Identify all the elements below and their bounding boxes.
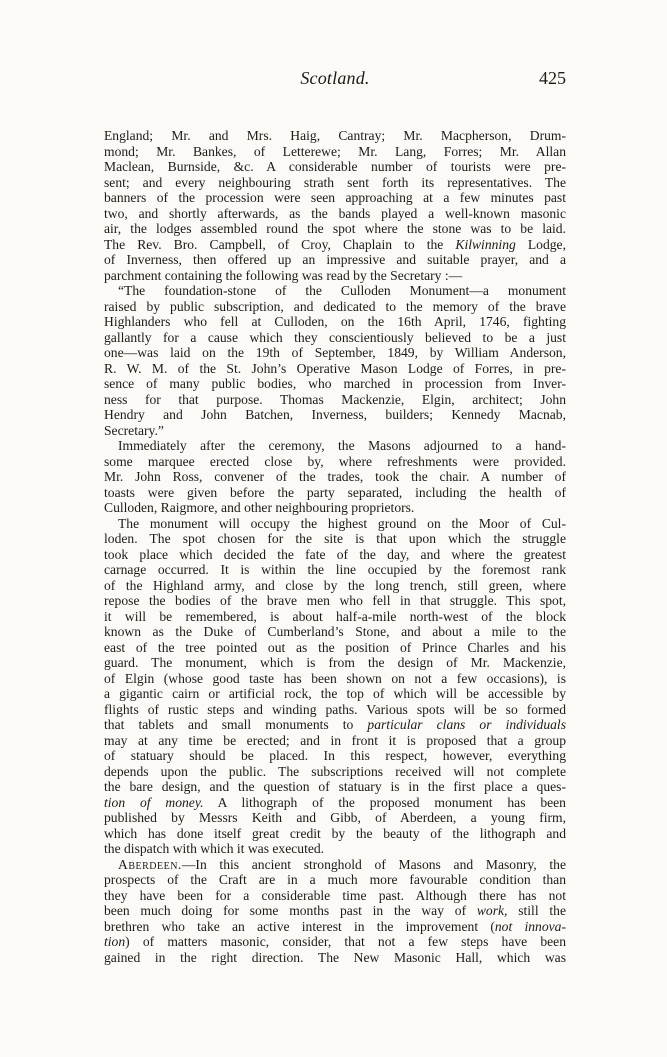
text-line — [104, 779, 566, 795]
italic-text: tion — [104, 934, 126, 949]
text-segment: the dispatch with which it was executed. — [104, 841, 325, 856]
page-number: 425 — [539, 68, 566, 88]
text-segment: took place which decided the fate of the day, and where the greatest — [104, 546, 566, 562]
text-segment: gallantly for a cause which they conscientiously believed to be a just — [104, 329, 566, 345]
text-line — [104, 516, 566, 532]
text-line — [104, 314, 566, 330]
text-line — [104, 810, 566, 826]
text-segment: ness for that purpose. Thomas Mackenzie, Elgin, architect; John — [104, 391, 566, 407]
text-segment: mond; Mr. Bankes, of Letterewe; Mr. Lang, Forres; Mr. Allan — [104, 143, 566, 159]
text-line — [104, 686, 566, 702]
text-line — [104, 175, 566, 191]
text-line — [104, 407, 566, 423]
text-segment: one—was laid on the 19th of September, 1849, by William Anderson, — [104, 345, 566, 360]
text-line — [104, 500, 566, 516]
text-line — [104, 655, 566, 671]
text-segment: of statuary should be placed. In this respect, however, everything — [104, 748, 566, 763]
text-segment: The Rev. Bro. Campbell, of Croy, Chaplain to the — [104, 236, 456, 252]
text-line — [104, 950, 566, 966]
text-line — [104, 795, 566, 811]
text-line — [104, 128, 566, 144]
text-line — [104, 903, 566, 919]
text-line — [104, 454, 566, 470]
text-line — [104, 531, 566, 547]
text-segment: Immediately after the ceremony, the Masons adjourned to a hand- — [118, 438, 566, 453]
text-line — [104, 624, 566, 640]
text-segment: the bare design, and the question of statuary is in the first place a ques- — [104, 779, 566, 794]
text-segment: loden. The spot chosen for the site is that upon which the struggle — [104, 531, 566, 546]
text-segment: east of the tree pointed out as the position of Prince Charles and his — [104, 639, 566, 655]
text-segment: published by Messrs Keith and Gibb, of Aberdeen, a young firm, — [104, 810, 566, 825]
text-line — [104, 888, 566, 904]
text-segment: repose the bodies of the brave men who fell in that struggle. This spot, — [104, 593, 566, 608]
text-line — [104, 423, 566, 439]
text-segment: ) of matters masonic, consider, that not a few steps have been — [125, 934, 566, 949]
text-line — [104, 299, 566, 315]
text-segment: a gigantic cairn or artificial rock, the top of which will be accessible by — [104, 686, 566, 701]
text-segment: they have been for a considerable time past. Although there has not — [104, 887, 566, 903]
text-segment: Culloden, Raigmore, and other neighbouring proprietors. — [104, 500, 415, 515]
text-segment: sence of many public bodies, who marched in procession from Inver- — [104, 376, 566, 391]
text-line — [104, 392, 566, 408]
text-segment: The monument will occupy the highest ground on the Moor of Cul- — [118, 515, 566, 531]
text-line — [104, 593, 566, 609]
text-segment: prospects of the Craft are in a much more favourable condition than — [104, 872, 566, 887]
text-line — [104, 547, 566, 563]
text-line — [104, 485, 566, 501]
italic-text: particular clans or individuals — [367, 717, 566, 732]
text-segment: raised by public subscription, and dedicated to the memory of the brave — [104, 298, 566, 314]
text-line — [104, 748, 566, 764]
text-segment: “The foundation-stone of the Culloden Monument—a monument — [118, 283, 566, 298]
text-line — [104, 190, 566, 206]
text-line — [104, 144, 566, 160]
text-line — [104, 733, 566, 749]
text-line — [104, 206, 566, 222]
body-text — [104, 128, 566, 965]
text-segment: Maclean, Burnside, &c. A considerable number of tourists were pre- — [104, 159, 566, 174]
text-segment: been much doing for some months past in the way of — [104, 903, 477, 918]
text-line — [104, 469, 566, 485]
text-line — [104, 826, 566, 842]
italic-text: Kilwinning — [455, 236, 516, 252]
text-line — [104, 376, 566, 392]
italic-text: not innova- — [494, 918, 566, 934]
text-line — [104, 717, 566, 733]
text-segment: air, the lodges assembled round the spot where the stone was to be laid. — [104, 221, 566, 236]
text-segment: England; Mr. and Mrs. Haig, Cantray; Mr. Macpherson, Drum- — [104, 128, 566, 143]
text-segment: still the — [507, 903, 566, 918]
text-segment: it will be remembered, is about half-a-mile north-west of the block — [104, 608, 566, 624]
text-line — [104, 857, 566, 873]
text-segment: depends upon the public. The subscriptions received will not complete — [104, 763, 566, 779]
text-line — [104, 159, 566, 175]
text-segment: some marquee erected close by, where refreshments were provided. — [104, 453, 566, 469]
text-line — [104, 361, 566, 377]
text-line — [104, 283, 566, 299]
text-line — [104, 562, 566, 578]
text-line — [104, 252, 566, 268]
text-segment: Lodge, — [515, 236, 566, 252]
text-segment: banners of the procession were seen approaching at a few minutes past — [104, 190, 566, 205]
text-segment: two, and shortly afterwards, as the bands played a well-known masonic — [104, 205, 566, 221]
text-segment: parchment containing the following was read by the Secretary :— — [104, 267, 463, 283]
text-line — [104, 671, 566, 687]
text-line — [104, 438, 566, 454]
page-header — [104, 68, 566, 92]
text-line — [104, 872, 566, 888]
text-segment: Secretary.” — [104, 422, 164, 438]
text-segment: —In this ancient stronghold of Masons and Masonry, the — [181, 856, 566, 872]
text-segment: may at any time be erected; and in front it is proposed that a group — [104, 732, 566, 748]
text-segment: toasts were given before the party separated, including the health of — [104, 484, 566, 500]
text-segment: Mr. John Ross, convener of the trades, took the chair. A number of — [104, 469, 566, 484]
text-line — [104, 345, 566, 361]
text-segment: known as the Duke of Cumberland’s Stone, and about a mile to the — [104, 624, 566, 639]
text-segment: sent; and every neighbouring strath sent forth its representatives. The — [104, 174, 566, 190]
text-line — [104, 609, 566, 625]
text-segment: Highlanders who fell at Culloden, on the 16th April, 1746, fighting — [104, 314, 566, 329]
text-segment: flights of rustic steps and winding paths. Various spots will be so formed — [104, 701, 566, 717]
text-line — [104, 934, 566, 950]
text-segment: guard. The monument, which is from the design of Mr. Mackenzie, — [104, 655, 566, 670]
italic-text: work, — [476, 903, 508, 918]
text-segment: carnage occurred. It is within the line occupied by the foremost rank — [104, 562, 566, 577]
text-line — [104, 330, 566, 346]
text-line — [104, 221, 566, 237]
running-title: Scotland. — [300, 68, 370, 88]
text-line — [104, 919, 566, 935]
text-line — [104, 764, 566, 780]
text-segment: which has done itself great credit by the beauty of the lithograph and — [104, 825, 566, 841]
text-segment: gained in the right direction. The New Masonic Hall, which was — [104, 949, 566, 965]
text-line — [104, 268, 566, 284]
text-line — [104, 841, 566, 857]
text-line — [104, 578, 566, 594]
italic-text: tion of money. — [104, 794, 204, 810]
text-segment: R. W. M. of the St. John’s Operative Mason Lodge of Forres, in pre- — [104, 360, 566, 376]
text-line — [104, 237, 566, 253]
text-segment: of the Highland army, and close by the long trench, still green, where — [104, 577, 566, 593]
text-segment: A lithograph of the proposed monument has been — [203, 794, 566, 810]
text-line — [104, 640, 566, 656]
text-segment: Hendry and John Batchen, Inverness, builders; Kennedy Macnab, — [104, 407, 566, 422]
text-segment: that tablets and small monuments to — [104, 717, 368, 732]
text-segment: of Elgin (whose good taste has been shown on not a few occasions), is — [104, 670, 566, 686]
section-heading: Aberdeen. — [118, 856, 182, 872]
text-line — [104, 702, 566, 718]
text-segment: of Inverness, then offered up an impressive and suitable prayer, and a — [104, 252, 566, 267]
text-segment: brethren who take an active interest in the improvement ( — [104, 918, 495, 934]
